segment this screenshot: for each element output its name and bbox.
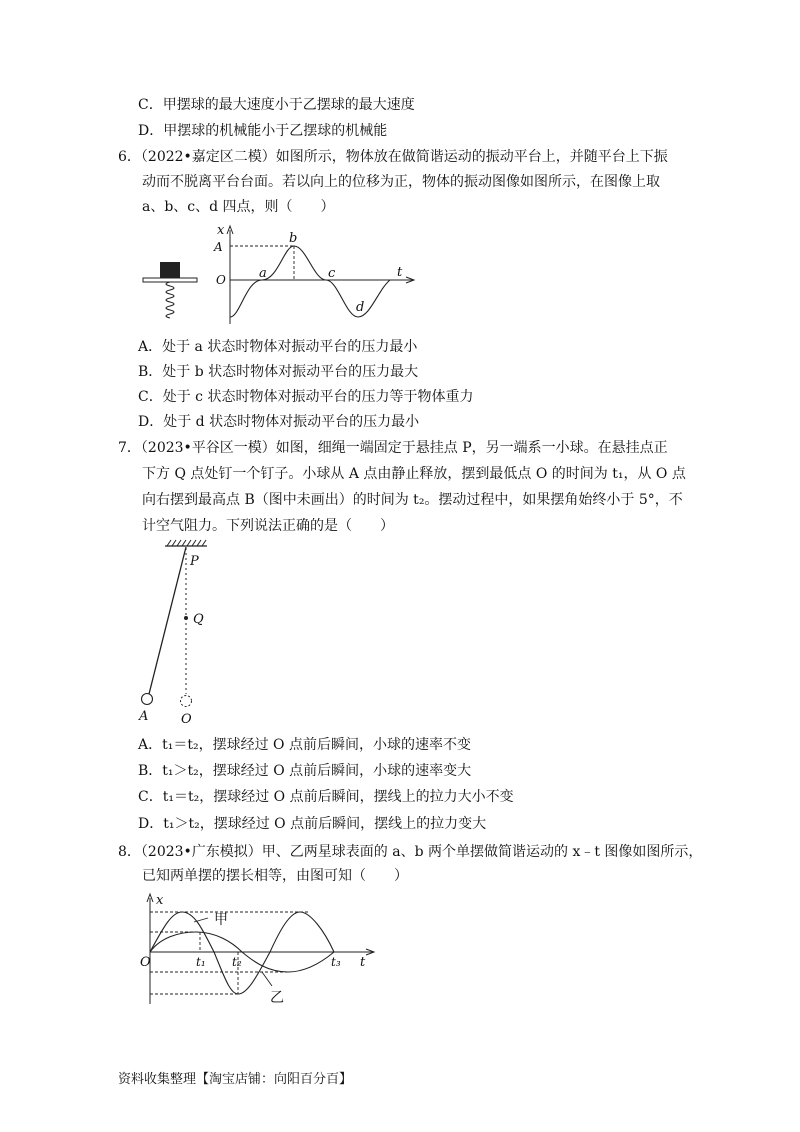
origin-label: O	[140, 955, 151, 970]
q6-stem-line1: 6．（2022•嘉定区二模）如图所示，物体放在做简谐运动的振动平台上，并随平台上下振	[118, 149, 668, 165]
block	[160, 262, 180, 278]
spring	[166, 282, 174, 318]
label-P: P	[190, 554, 199, 569]
t-axis-label: t	[360, 955, 366, 970]
q6-option-d: D．处于 d 状态时物体对振动平台的压力最小	[138, 414, 420, 430]
point-b-label: b	[289, 231, 298, 246]
label-jia: 甲	[214, 912, 228, 928]
q7-stem-line4: 计空气阻力。下列说法正确的是（ ）	[142, 518, 394, 534]
q8-stem-line2: 已知两单摆的摆长相等，由图可知（ ）	[142, 868, 408, 884]
label-A: A	[139, 709, 149, 724]
q7-stem-line3: 向右摆到最高点 B（图中未画出）的时间为 t₂。摆动过程中，如果摆角始终小于 5°，不	[142, 492, 683, 508]
q6-stem-line2: 动而不脱离平台台面。若以向上的位移为正，物体的振动图像如图所示，在图像上取	[142, 174, 660, 190]
curve-jia	[150, 912, 334, 994]
label-Q: Q	[193, 612, 204, 627]
amplitude-label: A	[214, 240, 223, 254]
option-d-prev: D．甲摆球的机械能小于乙摆球的机械能	[138, 123, 388, 139]
q7-stem-line2: 下方 Q 点处钉一个钉子。小球从 A 点由静止释放，摆到最低点 O 的时间为 t₁，从 O 点	[142, 466, 686, 482]
q7-option-a: A．t₁＝t₂，摆球经过 O 点前后瞬间，小球的速率不变	[138, 737, 471, 753]
guide-lines	[150, 912, 310, 994]
label-t3: t₃	[331, 955, 341, 969]
point-a-label: a	[259, 266, 267, 281]
ball-at-A	[142, 694, 153, 705]
label-t1: t₁	[196, 955, 206, 969]
q6-option-c: C．处于 c 状态时物体对振动平台的压力等于物体重力	[138, 389, 474, 405]
q7-option-d: D．t₁＞t₂，摆球经过 O 点前后瞬间，摆线上的拉力变大	[138, 816, 487, 832]
q7-option-c: C．t₁＝t₂，摆球经过 O 点前后瞬间，摆线上的拉力大小不变	[138, 789, 514, 805]
q6-option-a: A．处于 a 状态时物体对振动平台的压力最小	[138, 339, 418, 355]
label-t2: t₂	[232, 955, 242, 969]
t-axis-label: t	[397, 265, 403, 280]
q8-stem-line1: 8．（2023•广东模拟）甲、乙两星球表面的 a、b 两个单摆做简谐运动的 x﹣t 图像如图所示，	[118, 844, 703, 860]
yi-pointer	[262, 972, 272, 986]
point-c-label: c	[328, 266, 336, 281]
label-O: O	[181, 712, 192, 727]
q7-figure	[135, 538, 225, 728]
q6-figure	[138, 222, 428, 332]
point-d-label: d	[356, 300, 365, 315]
footer-note: 资料收集整理【淘宝店铺：向阳百分百】	[118, 1072, 353, 1087]
q6-stem-line3: a、b、c、d 四点，则（ ）	[142, 199, 335, 215]
x-axis-label: x	[156, 893, 164, 908]
nail-Q	[184, 616, 188, 620]
q6-option-b: B．处于 b 状态时物体对振动平台的压力最大	[138, 364, 419, 380]
pendulum-string	[149, 547, 186, 694]
platform	[143, 278, 197, 282]
label-yi: 乙	[270, 990, 284, 1006]
origin-label: O	[216, 273, 226, 287]
ceiling-hatching	[167, 540, 206, 546]
q8-figure	[138, 888, 378, 1008]
option-c-prev: C．甲摆球的最大速度小于乙摆球的最大速度	[138, 97, 415, 113]
x-axis-label: x	[217, 223, 225, 238]
ball-at-O	[181, 696, 192, 707]
q7-stem-line1: 7．（2023•平谷区一模）如图，细绳一端固定于悬挂点 P，另一端系一小球。在悬挂点正	[118, 440, 668, 456]
vibration-curve	[230, 246, 390, 317]
q7-option-b: B．t₁＞t₂，摆球经过 O 点前后瞬间，小球的速率变大	[138, 763, 472, 779]
platform-diagram	[143, 262, 197, 318]
